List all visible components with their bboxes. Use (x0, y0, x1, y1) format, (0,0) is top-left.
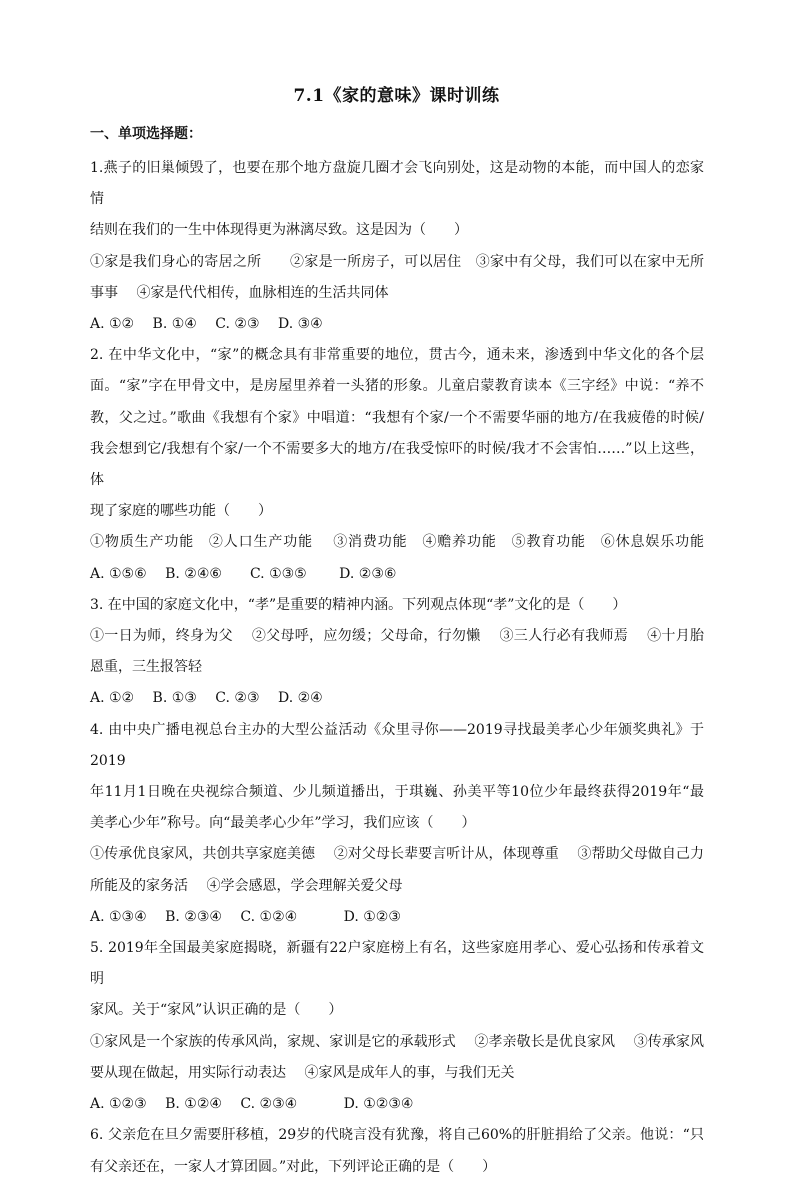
text-line: 年11月1日晚在央视综合频道、少儿频道播出，于琪巍、孙美平等10位少年最终获得2019年“最 (90, 784, 704, 801)
text-line: 恩重，三生报答轻 (90, 659, 202, 676)
text-line: ①家风是一个家族的传承风尚，家规、家训是它的承载形式 ②孝亲敬长是优良家风 ③传承家风 (90, 1033, 704, 1050)
text-line: 5. 2019年全国最美家庭揭晓，新疆有22户家庭榜上有名，这些家庭用孝心、爱心弘扬和传承着文明 (90, 940, 704, 988)
text-line: 我会想到它/我想有个家/一个不需要多大的地方/在我受惊吓的时候/我才不会害怕……”以上这些，体 (90, 440, 704, 489)
text-line: 结则在我们的一生中体现得更为淋漓尽致。这是因为（ ） (90, 222, 468, 239)
text-line: 6. 父亲危在旦夕需要肝移植，29岁的代晓言没有犹豫，将自己60%的肝脏捐给了父亲。他说：“只 (90, 1127, 704, 1144)
text-line: 4. 由中央广播电视总台主办的大型公益活动《众里寻你——2019寻找最美孝心少年颁奖典礼》于2019 (90, 721, 704, 769)
text-line: ①家是我们身心的寄居之所 ②家是一所房子，可以居住 ③家中有父母，我们可以在家中无所 (90, 253, 704, 270)
text-line: A. ①②③ B. ①②④ C. ②③④ D. ①②③④ (90, 1096, 414, 1113)
text-line: 1.燕子的旧巢倾毁了，也要在那个地方盘旋几圈才会飞向别处，这是动物的本能，而中国人的恋家情 (90, 160, 704, 208)
text-line: 教，父之过。”歌曲《我想有个家》中唱道：“我想有个家/一个不需要华丽的地方/在我疲倦的时候/ (90, 409, 704, 426)
question-list (90, 153, 704, 1183)
text-line: 现了家庭的哪些功能（ ） (90, 503, 272, 520)
text-line: 2. 在中华文化中，“家”的概念具有非常重要的地位，贯古今，通未来，渗透到中华文化的各个层 (90, 347, 704, 364)
text-line: 事事 ④家是代代相传，血脉相连的生活共同体 (90, 284, 389, 301)
text-line: ①物质生产功能 ②人口生产功能 ③消费功能 ④赡养功能 ⑤教育功能 ⑥休息娱乐功能 (90, 534, 704, 551)
document-title: 7.1《家的意味》课时训练 (293, 86, 500, 106)
text-line: 美孝心少年”称号。向“最美孝心少年”学习，我们应该（ ） (90, 815, 476, 832)
text-line: 面。“家”字在甲骨文中，是房屋里养着一头猪的形象。儿童启蒙教育读本《三字经》中说：“养不 (90, 378, 704, 395)
text-line: 家风。关于“家风”认识正确的是（ ） (90, 1002, 343, 1019)
text-line: A. ①② B. ①④ C. ②③ D. ③④ (90, 316, 323, 333)
text-line: 所能及的家务活 ④学会感恩，学会理解关爱父母 (90, 877, 403, 894)
text-line: 要从现在做起，用实际行动表达 ④家风是成年人的事，与我们无关 (90, 1064, 515, 1081)
text-line: A. ①③④ B. ②③④ C. ①②④ D. ①②③ (90, 908, 401, 925)
text-line: A. ①② B. ①③ C. ②③ D. ②④ (90, 690, 323, 707)
text-line: 有父亲还在，一家人才算团圆。”对此，下列评论正确的是（ ） (90, 1158, 497, 1175)
section-heading: 一、单项选择题： (90, 126, 202, 142)
text-line: A. ①⑤⑥ B. ②④⑥ C. ①③⑤ D. ②③⑥ (90, 565, 397, 582)
text-line: ①传承优良家风，共创共享家庭美德 ②对父母长辈要言听计从，体现尊重 ③帮助父母做自己力 (90, 846, 704, 863)
text-line: 3. 在中国的家庭文化中，“孝”是重要的精神内涵。下列观点体现“孝”文化的是（ ） (90, 596, 627, 613)
text-line: ①一日为师，终身为父 ②父母呼，应勿缓；父母命，行勿懒 ③三人行必有我师焉 ④十月胎 (90, 628, 704, 645)
